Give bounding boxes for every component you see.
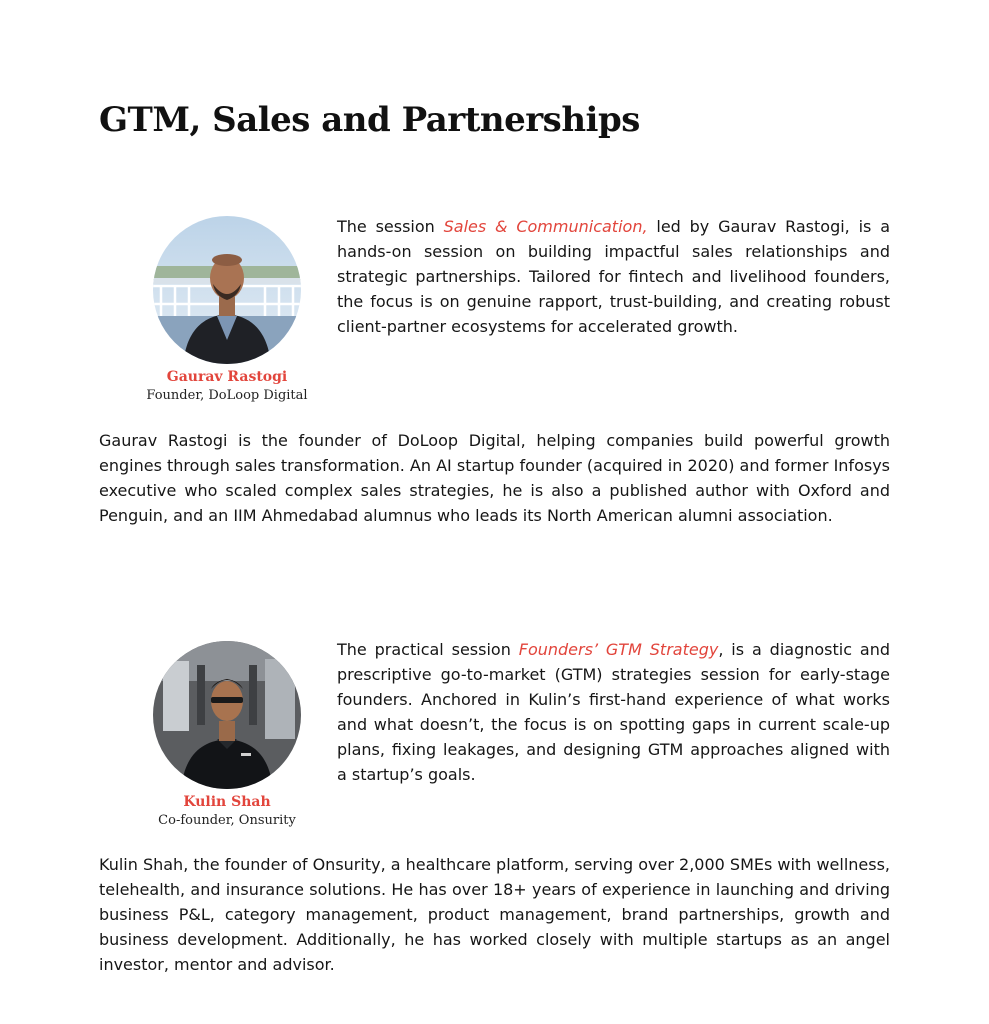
session-intro-text: The practical session [337,640,519,659]
session-intro-text: The session [337,217,444,236]
speaker-bio-gaurav-rastogi: Gaurav Rastogi is the founder of DoLoop Digital, helping companies build powerful growth engines through sales transformation. An AI startup founder (acquired in 2020) and former Infosys executive who scaled complex sales strategies, he is also a published author with Oxford and Penguin, and an IIM Ahmedabad alumnus who leads its North American alumni association. [99,431,890,525]
session-name: Founders’ GTM Strategy [518,640,719,659]
session-body-text: , is a diagnostic and prescriptive go-to-market (GTM) strategies session for early-stage founders. Anchored in Kulin’s first-hand experience of what works and what doesn’t, the focus is on spotting gaps in current scale-up plans, fixing leakages, and designing GTM approaches aligned with a startup’s goals. [337,640,890,784]
session-description-sales-communication [337,214,890,339]
speaker-role: Co-founder, Onsurity [158,813,296,828]
session-description-founders-gtm-strategy [337,637,890,787]
speaker-role: Founder, DoLoop Digital [146,388,308,403]
session-body-text: led by Gaurav Rastogi, is a hands-on session on building impactful sales relationships and strategic partnerships. Tailored for fintech and livelihood founders, the focus is on genuine rapport, trust-building, and creating robust client-partner ecosystems for accelerated growth. [337,217,890,336]
speaker-card-gaurav-rastogi [137,216,317,406]
session-name: Sales & Communication, [443,217,648,236]
speaker-bio-kulin-shah: Kulin Shah, the founder of Onsurity, a healthcare platform, serving over 2,000 SMEs with wellness, telehealth, and insurance solutions. He has over 18+ years of experience in launching and driving business P&L, category management, product management, brand partnerships, growth and business development. Additionally, he has worked closely with multiple startups as an angel investor, mentor and advisor. [99,855,890,974]
speaker-card-kulin-shah [137,641,317,831]
speaker-name: Gaurav Rastogi [166,369,288,385]
page-title: GTM, Sales and Partnerships [99,100,640,140]
speaker-photo-kulin-shah [153,641,301,789]
speaker-photo-gaurav-rastogi [153,216,301,364]
speaker-name: Kulin Shah [183,794,271,810]
